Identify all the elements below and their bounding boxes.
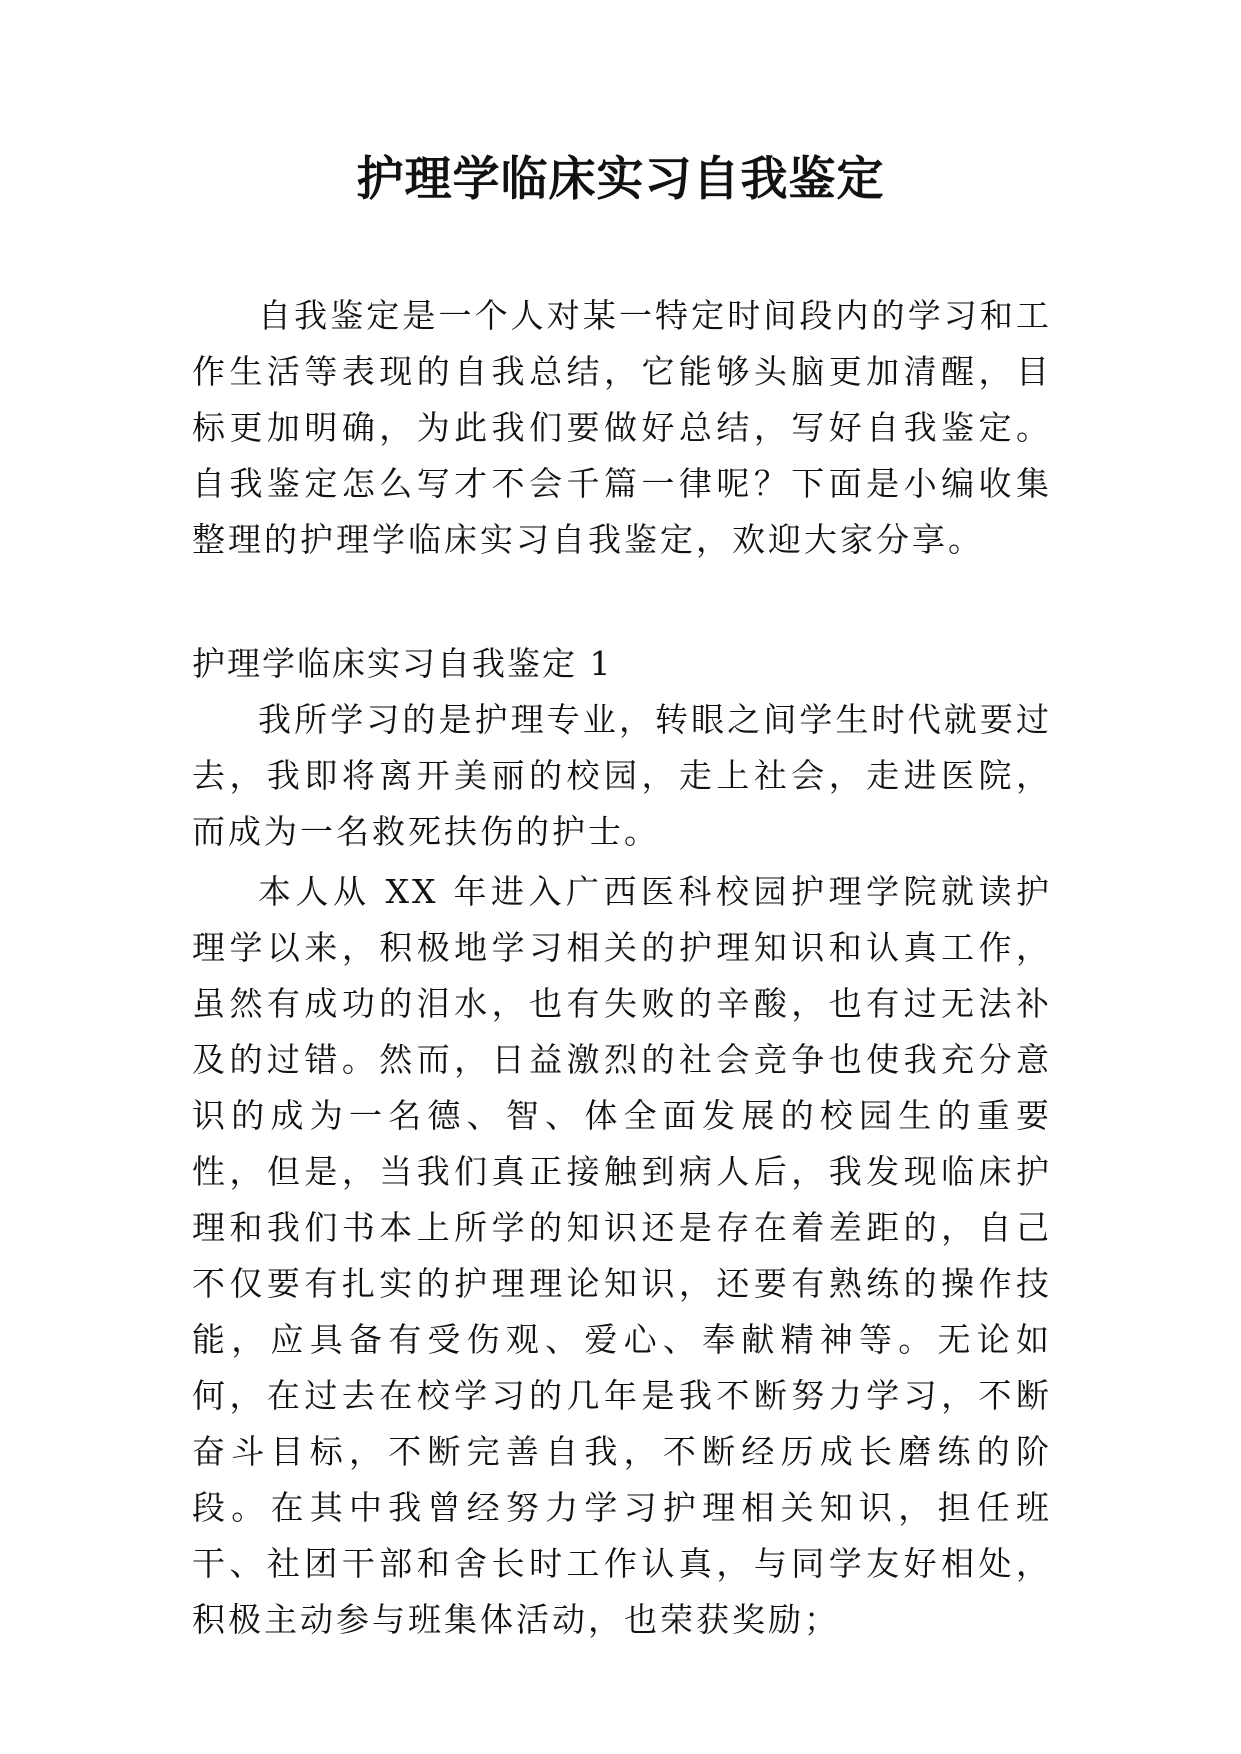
body-paragraph: 我所学习的是护理专业，转眼之间学生时代就要过去，我即将离开美丽的校园，走上社会，走进医院，而成为一名救死扶伤的护士。: [192, 700, 1052, 851]
section-heading: 护理学临床实习自我鉴定 1: [192, 644, 613, 683]
intro-paragraph: 自我鉴定是一个人对某一特定时间段内的学习和工作生活等表现的自我总结，它能够头脑更加清醒，目标更加明确，为此我们要做好总结，写好自我鉴定。自我鉴定怎么写才不会千篇一律呢？下面是小编收集整理的护理学临床实习自我鉴定，欢迎大家分享。: [192, 296, 1052, 559]
body-paragraph: 本人从 XX 年进入广西医科校园护理学院就读护理学以来，积极地学习相关的护理知识和认真工作，虽然有成功的泪水，也有失败的辛酸，也有过无法补及的过错。然而，日益激烈的社会竞争也使我充分意识的成为一名德、智、体全面发展的校园生的重要性，但是，当我们真正接触到病人后，我发现临床护理和我们书本上所学的知识还是存在着差距的，自己不仅要有扎实的护理理论知识，还要有熟练的操作技能，应具备有受伤观、爱心、奉献精神等。无论如何，在过去在校学习的几年是我不断努力学习，不断奋斗目标，不断完善自我，不断经历成长磨练的阶段。在其中我曾经努力学习护理相关知识，担任班干、社团干部和舍长时工作认真，与同学友好相处，积极主动参与班集体活动，也荣获奖励；: [192, 872, 1052, 1639]
document-title: 护理学临床实习自我鉴定: [356, 152, 885, 207]
